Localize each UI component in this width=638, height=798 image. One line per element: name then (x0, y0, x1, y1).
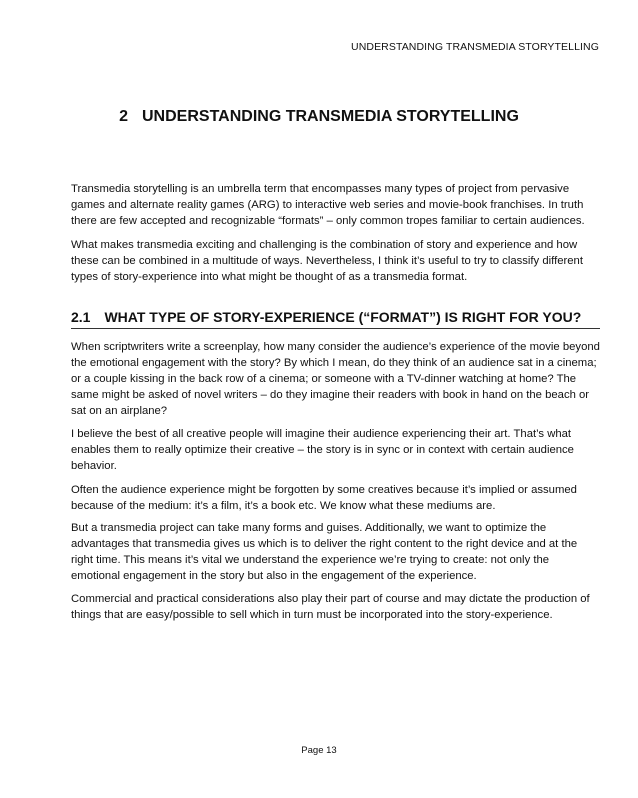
section-paragraph-5 (71, 591, 601, 623)
paragraph: But a transmedia project can take many forms and guises. Additionally, we want to optimize the advantages that transmedia gives us which is to deliver the right content to the right device and at the right time. This means it’s vital we understand the experience we’re trying to create: not only the emotional engagement in the story but also in the engagement of the experience. (71, 522, 578, 582)
chapter-number: 2 (119, 108, 128, 125)
paragraph: Transmedia storytelling is an umbrella term that encompasses many types of project from pervasive games and alternate reality games (ARG) to interactive web series and movie-book franchises. In truth there are few accepted and recognizable “formats” – only common tropes familiar to certain audiences. (71, 183, 585, 227)
chapter-title-text: UNDERSTANDING TRANSMEDIA STORYTELLING (142, 108, 519, 125)
paragraph: Often the audience experience might be forgotten by some creatives because it’s implied or assumed because of the medium: it’s a film, it’s a book etc. We know what these mediums are. (71, 484, 577, 512)
paragraph: Commercial and practical considerations also play their part of course and may dictate the production of things that are easy/possible to sell which in turn must be incorporated into the story-experience. (71, 593, 590, 621)
section-title-text: WHAT TYPE OF STORY-EXPERIENCE (“FORMAT”) IS RIGHT FOR YOU? (104, 309, 582, 325)
paragraph: What makes transmedia exciting and challenging is the combination of story and experience and how these can be combined in a multitude of ways. Nevertheless, I think it’s useful to try to classify different types of story-experience into what might be thought of as a transmedia format. (71, 239, 583, 283)
running-header: UNDERSTANDING TRANSMEDIA STORYTELLING (351, 41, 599, 53)
section-paragraph-2 (71, 426, 601, 474)
chapter-title (0, 108, 638, 126)
section-paragraph-1 (71, 339, 601, 419)
intro-paragraph-2 (71, 237, 601, 285)
paragraph: I believe the best of all creative people will imagine their audience experiencing their art. That’s what enables them to really optimize their creative – the story is in sync or in context with certain audience behavior. (71, 428, 574, 472)
page-number: Page 13 (301, 745, 337, 756)
section-paragraph-4 (71, 520, 601, 584)
section-paragraph-3 (71, 482, 601, 514)
section-heading (71, 309, 600, 329)
intro-paragraph-1 (71, 181, 601, 229)
section-number: 2.1 (71, 309, 91, 325)
paragraph: When scriptwriters write a screenplay, how many consider the audience’s experience of the movie beyond the emotional engagement with the story? By which I mean, do they think of an audience sat in a cinema; or a couple kissing in the back row of a cinema; or someone with a TV-dinner watching at home? The same might be asked of novel writers – do they imagine their readers with book in hand on the beach or sat on an airplane? (71, 341, 600, 417)
